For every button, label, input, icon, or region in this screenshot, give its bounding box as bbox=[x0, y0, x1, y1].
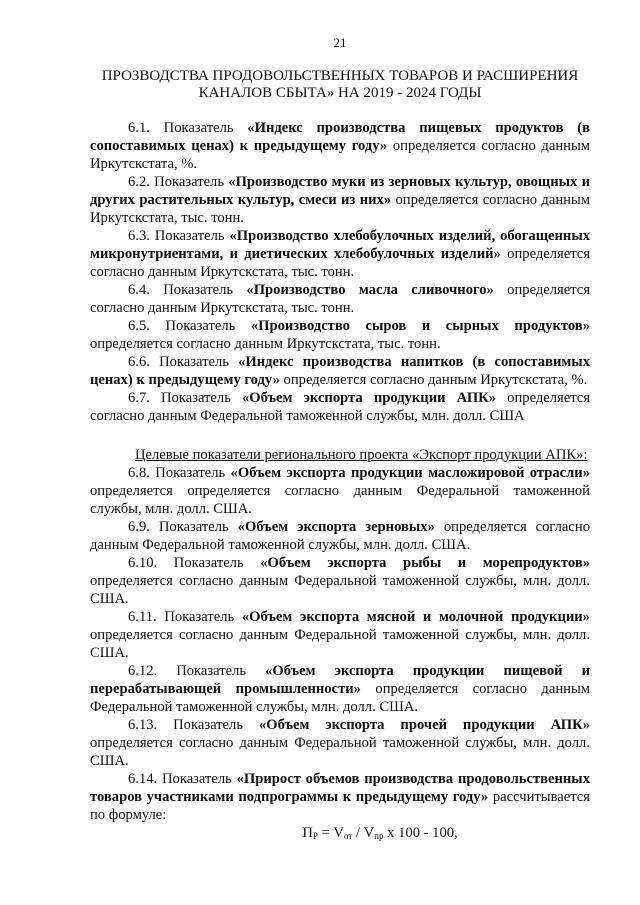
indicator-description: определяется согласно данным Федеральной таможенной службы, млн. долл. США. bbox=[90, 735, 590, 769]
indicator-title: «Производство масла сливочного» bbox=[246, 282, 494, 298]
document-body bbox=[90, 119, 590, 842]
indicator-prefix: 6.2. Показатель bbox=[128, 174, 229, 190]
indicator-paragraph bbox=[90, 608, 590, 662]
page-number: 21 bbox=[333, 35, 347, 50]
indicator-title: «Объем экспорта зерновых» bbox=[237, 519, 435, 535]
indicator-list bbox=[90, 119, 590, 425]
indicator-description: определяется согласно данным Иркутскстата, %. bbox=[90, 138, 590, 172]
indicator-paragraph bbox=[90, 716, 590, 770]
section-subheading: Целевые показатели регионального проекта «Экспорт продукции АПК»: bbox=[135, 447, 588, 463]
indicator-description: определяется согласно данным Иркутскстата, тыс. тонн. bbox=[90, 192, 590, 226]
indicator-title: «Объем экспорта продукции АПК» bbox=[241, 390, 497, 406]
indicator-title: «Объем экспорта рыбы и морепродуктов» bbox=[260, 555, 591, 571]
indicator-title: «Индекс производства пищевых продуктов (в сопоставимых ценах) к предыдущему году» bbox=[90, 120, 591, 154]
indicator-description: определяется согласно данным Иркутскстата, %. bbox=[279, 372, 588, 388]
indicator-prefix: 6.1. Показатель bbox=[128, 120, 248, 136]
indicator-title: «Производство муки из зерновых культур, овощных и других растительных культур, смеси из них» bbox=[90, 174, 590, 208]
indicator-paragraph bbox=[90, 464, 590, 518]
indicator-prefix: 6.7. Показатель bbox=[128, 390, 242, 406]
target-indicator-list bbox=[90, 464, 590, 824]
indicator-title: «Производство хлебобулочных изделий, обогащенных микронутриентами, и диетических хлебобулочных изделий» bbox=[90, 228, 591, 262]
indicator-paragraph bbox=[90, 353, 590, 389]
indicator-prefix: 6.3. Показатель bbox=[128, 228, 230, 244]
formula: $П_Р = V_{от} / V_{пр}$ х 100 - 100, bbox=[302, 825, 458, 841]
indicator-description: определяется согласно данным Федеральной таможенной службы, млн. долл. США. bbox=[90, 681, 590, 715]
indicator-prefix: 6.9. Показатель bbox=[128, 519, 238, 535]
indicator-prefix: 6.5. Показатель bbox=[128, 318, 251, 334]
indicator-prefix: 6.10. Показатель bbox=[128, 555, 261, 571]
indicator-title: «Индекс производства напитков (в сопоставимых ценах) к предыдущему году» bbox=[90, 354, 590, 388]
indicator-title: «Производство сыров и сырных продуктов» bbox=[250, 318, 590, 334]
indicator-paragraph bbox=[90, 554, 590, 608]
indicator-prefix: 6.14. Показатель bbox=[128, 771, 237, 787]
indicator-title: «Объем экспорта продукции пищевой и перерабатывающей промышленности» bbox=[90, 663, 590, 697]
indicator-title: «Объем экспорта мясной и молочной продукции» bbox=[241, 609, 590, 625]
indicator-prefix: 6.6. Показатель bbox=[128, 354, 239, 370]
indicator-paragraph bbox=[90, 518, 590, 554]
indicator-description: определяется согласно данным Иркутскстата, тыс. тонн. bbox=[90, 246, 590, 280]
indicator-description: определяется согласно данным Федеральной таможенной службы, млн. долл. США. bbox=[90, 573, 590, 607]
indicator-description: определяется согласно данным Федеральной таможенной службы, млн. долл. США. bbox=[90, 519, 590, 553]
indicator-prefix: 6.13. Показатель bbox=[128, 717, 259, 733]
indicator-description: определяется согласно данным Федеральной таможенной службы, млн. долл. США bbox=[90, 390, 590, 424]
indicator-prefix: 6.11. Показатель bbox=[128, 609, 242, 625]
indicator-description: определяется согласно данным Иркутскстата, тыс. тонн. bbox=[90, 282, 590, 316]
indicator-paragraph bbox=[90, 317, 590, 353]
indicator-prefix: 6.12. Показатель bbox=[128, 663, 266, 679]
indicator-paragraph bbox=[90, 173, 590, 227]
indicator-title: «Объем экспорта продукции масложировой отрасли» bbox=[230, 465, 590, 481]
indicator-description: определяется определяется согласно данным Федеральной таможенной службы, млн. долл. США. bbox=[90, 483, 590, 517]
page-heading: ПРОЗВОДСТВА ПРОДОВОЛЬСТВЕННЫХ ТОВАРОВ И РАСШИРЕНИЯ КАНАЛОВ СБЫТА» НА 2019 - 2024 ГОДЫ bbox=[101, 68, 579, 101]
indicator-description: рассчитывается по формуле: bbox=[90, 789, 591, 823]
indicator-description: определяется согласно данным Иркутскстата, тыс. тонн. bbox=[90, 336, 441, 352]
indicator-paragraph bbox=[90, 227, 590, 281]
indicator-prefix: 6.4. Показатель bbox=[128, 282, 247, 298]
indicator-description: определяется согласно данным Федеральной таможенной службы, млн. долл. США. bbox=[90, 627, 590, 661]
indicator-paragraph bbox=[90, 389, 590, 425]
indicator-title: «Прирост объемов производства продовольственных товаров участниками подпрограммы к предыдущему году» bbox=[90, 771, 591, 805]
indicator-paragraph bbox=[90, 119, 590, 173]
indicator-paragraph bbox=[90, 281, 590, 317]
indicator-prefix: 6.8. Показатель bbox=[128, 465, 231, 481]
indicator-paragraph bbox=[90, 662, 590, 716]
indicator-title: «Объем экспорта прочей продукции АПК» bbox=[258, 717, 590, 733]
indicator-paragraph bbox=[90, 770, 590, 824]
